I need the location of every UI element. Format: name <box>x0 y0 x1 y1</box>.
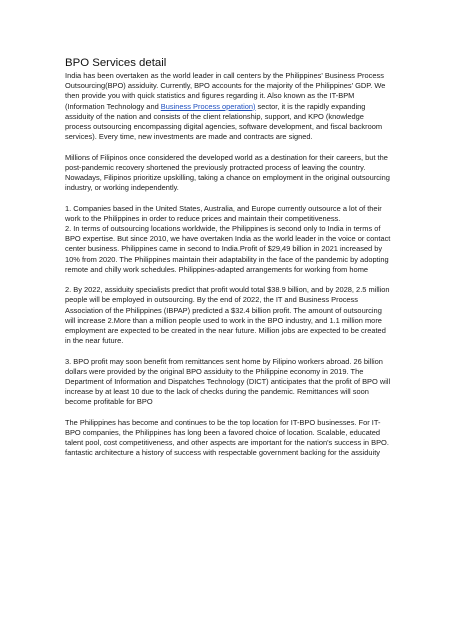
business-process-operation-link[interactable]: Business Process operation) <box>160 101 256 111</box>
paragraph-gap <box>65 408 391 418</box>
paragraph-conclusion: The Philippines has become and continues to be the top location for IT-BPO businesses. For IT-BPO companies, the Philippines has long been a favored choice of location. Scalable, educated talent pool, cost competitiveness, and other aspects are important for the nation's success in BPO. fantastic architecture a history of success with respectable government backing for the assiduity <box>65 417 389 458</box>
paragraph-gap <box>65 142 391 152</box>
paragraph-gap <box>65 193 391 203</box>
document-body <box>65 56 391 459</box>
intro-text-before-link: India has been overtaken as the world leader in call centers by the Philippines' Business Process Outsourcing(BPO) assiduity. Currently, BPO accounts for the majority of the Philippines' GDP. We then provide you with quick statistics and figures regarding it. Also known as the IT-BPM (Information Technology and <box>65 71 386 111</box>
intro-text-after-link: sector, it is the rapidly expanding assiduity of the nation and consists of the client relationship, support, and KPO (knowledge process outsourcing encompassing digital agencies, software development, and fiscal backroom services). Every time, new investments are made and contracts are signed. <box>65 101 383 142</box>
paragraph-gap <box>65 275 391 285</box>
paragraph-point-2: 2. In terms of outsourcing locations worldwide, the Philippines is second only to India in terms of BPO expertise. But since 2010, we have overtaken India as the world leader in the voice or contact center business. Philippines came in second to India.Profit of $29,49 billion in 2021 increased by 10% from 2020. The Philippines maintain their adaptability in the face of the pandemic by adopting remote and chilly work schedules. Philippines-adapted arrangements for working from home <box>65 224 391 274</box>
intro-paragraph <box>65 71 391 142</box>
paragraph-point-2b: 2. By 2022, assiduity specialists predict that profit would total $38.9 billion, and by 2028, 2.5 million people will be employed in outsourcing. By the end of 2022, the IT and Business Process Association of the Philippines (IBPAP) predicted a $32.4 billion profit. The amount of outsourcing will increase 2.More than a million people used to work in the BPO industry, and 1.1 million more employment are expected to be created in the near future. Million jobs are expected to be created in the near future. <box>65 285 390 346</box>
paragraph-careers: Millions of Filipinos once considered the developed world as a destination for their careers, but the post-pandemic recovery shortened the previously protracted process of leaving the country. Nowadays, Filipinos prioritize upskilling, taking a chance on employment in the original outsourcing industry, or working independently. <box>65 152 390 193</box>
paragraph-point-3: 3. BPO profit may soon benefit from remittances sent home by Filipino workers abroad. 26 billion dollars were provided by the original BPO assiduity to the Philippine economy in 2019. The Department of Information and Dispatches Technology (DICT) anticipates that the profit of BPO will increase by at least 10 due to the lack of checks during the pandemic. Remittances will soon become profitable for BPO <box>65 356 391 407</box>
paragraph-point-1: 1. Companies based in the United States, Australia, and Europe currently outsource a lot of their work to the Philippines in order to reduce prices and maintain their competitiveness. <box>65 203 382 223</box>
page-title: BPO Services detail <box>65 57 167 69</box>
paragraph-gap <box>65 346 391 356</box>
